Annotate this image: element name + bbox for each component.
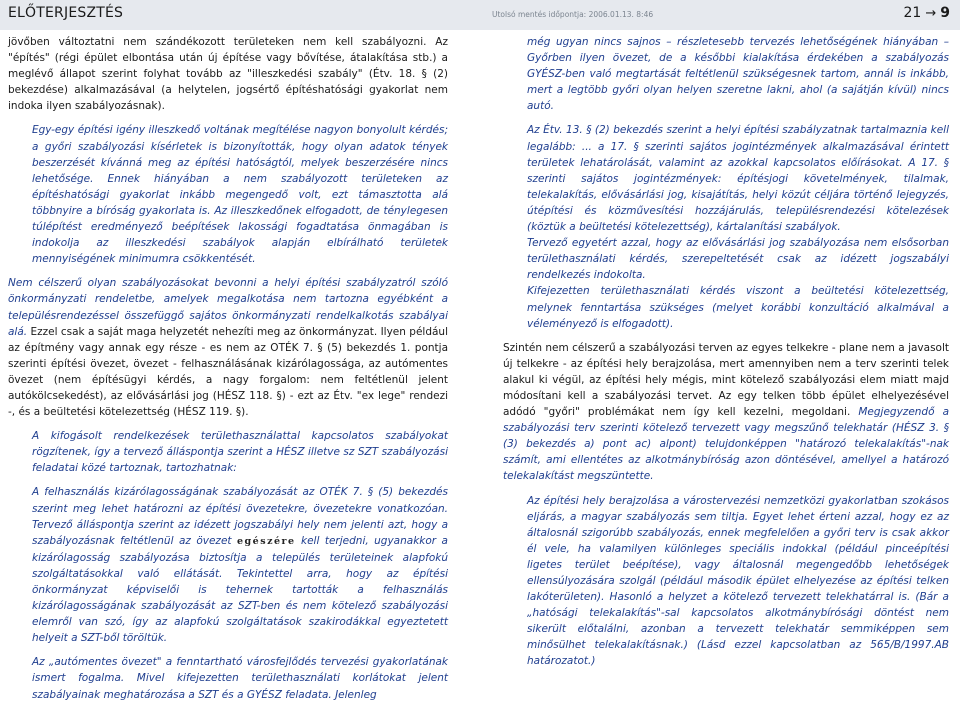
italic-paragraph: Egy-egy építési igény illeszkedő voltának megítélése nagyon bonyolult kérdés; a győri szabályozási kísérletek is bizonyították, hogy olyan adatok tények beszerzését kívánná meg az építési hatóságtól, melyek beszerzésére nincs lehetősége. Ennek hiányában a nem szabályozott területeken az építéshatósági gyakorlat inkább megengedő volt, ezt támasztotta alá többnyire a bíróság gyakorlata is. Az illeszkedőnek elfogadott, de ténylegesen túlépítést eredményező beépítések lakossági fogadtatása önmagában is indokolja az illeszkedési szabályok alapján elbírálható területek mennyiségének minimumra csökkentését. [32,124,448,266]
text-run: A felhasználás kizárólagosságának szabályozását az OTÉK 7. § (5) bekezdés szerint meg lehet határozni az építési övezetekre, övezetekre vonatkozóan. Tervező álláspontja szerint az idézett jogszabályi hely nem jelenti azt, hogy a szabályozásnak feltétlenül az övezet [32,486,448,547]
italic-paragraph: Az „autómentes övezet" a fenntartható városfejlődés tervezési gyakorlatának ismert fogalma. Mivel kifejezetten területhasználati korlátokat jelent szabályainak meghatározása a SZT és a GYÉSZ feladata. Jelenleg [32,656,448,701]
text-run: Ezzel csak a saját maga helyzetét nehezíti meg az önkormányzat. Ilyen például az építmény vagy annak egy része - es nem az OTÉK 7. § (5) bekezdés 1. pontja szerinti építési övezet, övezet - felhasználásának kizárólagossága, az autómentes övezet (nem építésügyi kérdés, a nagy forgalom: nem feltétlenül jelent autókölcsekedést), az elővásárlási jog (HÉSZ 118. §) - ezt az Étv. "ex lege" rendezi -, és a beültetési kötelezettség (HÉSZ 119. §). [8,325,448,419]
paragraph: jövőben változtatni nem szándékozott területeken nem kell szabályozni. Az "építés" (régi épület elbontása után új építése vagy bővítése, átalakítása stb.) a meglévő állapot szerint folyhat tovább az "illeszkedési szabály" (Étv. 18. § (2) bekezdése) alkalmazásával (a helytelen, jogsértő építéshatósági gyakorlat nem indoka ilyen szabályozásnak). [8,36,448,113]
italic-paragraph: még ugyan nincs sajnos – részletesebb tervezés lehetőségének hiányában – Győrben ilyen övezet, de a későbbi kialakítása érdekében a szabályozás GYÉSZ-ben való megtartását feltétlenül szükségesnek tartom, annál is inkább, mert a legtöbb győri olyan helyen szeretne lakni, ahol (a sajátján kívül) nincs autó. [527,36,949,113]
document-header [0,0,960,30]
paragraph [8,275,448,420]
italic-run: Megjegyzendő a szabályozási terv szerinti kötelező tervezett vagy megszűnő telekhatár (HÉSZ 3. § (3) bekezdés a) pont ac) alpont) telujdonképpen "határozó telekalakítás"-nak számít, ami ellentétes az alkotmánybíróság azon döntésével, amellyel a határozó telekalakítást megszüntette. [503,406,950,483]
italic-paragraph: Az Étv. 13. § (2) bekezdés szerint a helyi építési szabályzatnak tartalmaznia kell legalább: ... a 17. § szerinti sajátos jogintézmények alkalmazásával érintett területek lehatárolását, valamint az azokkal kapcsolatos előírásokat. A 17. § szerinti sajátos jogintézmények: építésjogi követelmények, tilalmak, telekalakítás, elővásárlási jog, kisajátítás, helyi közút céljára történő lejegyzés, útépítési és közművesítési hozzájárulás, településrendezési kötelezések (köztük a beültetési kötelezettség), kártalanítási szabályok. [527,124,949,234]
spaced-emphasis: egészére [236,535,296,547]
text-run: kell terjedni, ugyanakkor a kizárólagosság szabályozása biztosítja a település területeinek alapfokú szolgáltatásokkal való ellátását. Tekintettel arra, hogy az építési önkormányzat képviselői is tehernek tartották a felhasználás kizárólagosságának szabályozását az SZT-ben és nem kötelező szabályozási elemről van szó, így az alapfokú szolgáltatások szakirodákkal egyeztetett helyeit a SZT-ből töröltük. [32,534,448,645]
paragraph [503,340,949,485]
italic-paragraph: Kifejezetten területhasználati kérdés viszont a beültetési kötelezettség, melynek fenntartása szükséges (melyet korábbi konzultáció alkalmával a véleményező is elfogadott). [527,285,949,330]
left-column [8,34,448,711]
text-run: Szintén nem célszerű a szabályozási terven az egyes telkekre - plane nem a javasolt új telkekre - az építési hely berajzolása, mert amennyiben nem a terv szerinti telek alakul ki végül, az építési hely mégis, mint kötelező szabályozási elem miatt majd módosítani kell a szabályozási tervet. Az egy telken több épület elhelyezésével adódó "győri" problémákat nem így kell kezelni, megoldani. [503,341,949,419]
italic-paragraph: Az építési hely berajzolása a várostervezési nemzetközi gyakorlatban szokásos eljárás, a magyar szabályozás sem tiltja. Egyet lehet érteni azzal, hogy ez az általosnál szigorúbb szabályozás, ennek megfelelően a győri terv is csak akkor él vele, ha valamilyen különleges speciális indokkal (például pinceépítési ligetes terület beépítése), vagy általosnál megengedőbb lehetőségek ellensúlyozására szolgál (például második épület elhelyezése az építési telken lakóterületen). Hasonló a helyzet a kötelező tervezett telekhatárral is. (Bár a „hatósági telekalakítás"-sal kapcsolatos alkotmánybírósági döntést nem sikerült előtalálni, azonban a tervezett telekhatár semmiképpen sem minősülhet telekalakításnak.) (Lásd ezzel kapcsolatban az 565/B/1997.AB határozatot.) [527,494,949,668]
last-saved-label: Utolsó mentés időpontja: 2006.01.13. 8:46 [492,10,654,19]
page-to: 9 [940,5,950,21]
italic-paragraph: Tervező egyetért azzal, hogy az elővásárlási jog szabályozása nem elsősorban területhasználati kérdés, szerepeltetését csak az idézett jogszabályi rendelkezés indokolta. [527,237,949,282]
italic-run: Nem célszerű olyan szabályozásokat bevonni a helyi építési szabályzatról szóló önkormányzati rendeletbe, amelyek megalkotása nem tartozna egyébként a településrendezéssel összefüggő sajátos önkormányzati rendelkalkotás szabályai alá. [8,277,448,338]
italic-paragraph [8,484,448,646]
right-column [503,34,949,678]
page-from: 21 [903,5,922,21]
italic-paragraph: A kifogásolt rendelkezések területhasználattal kapcsolatos szabályokat rögzítenek, így a tervező álláspontja szerint a HÉSZ illetve sz SZT szabályozási feladatai közé tartoznak, tartozhatnak: [32,430,448,475]
arrow-right-icon: → [925,6,937,21]
section-title: ELŐTERJESZTÉS [8,5,124,21]
page-indicator [904,5,950,21]
